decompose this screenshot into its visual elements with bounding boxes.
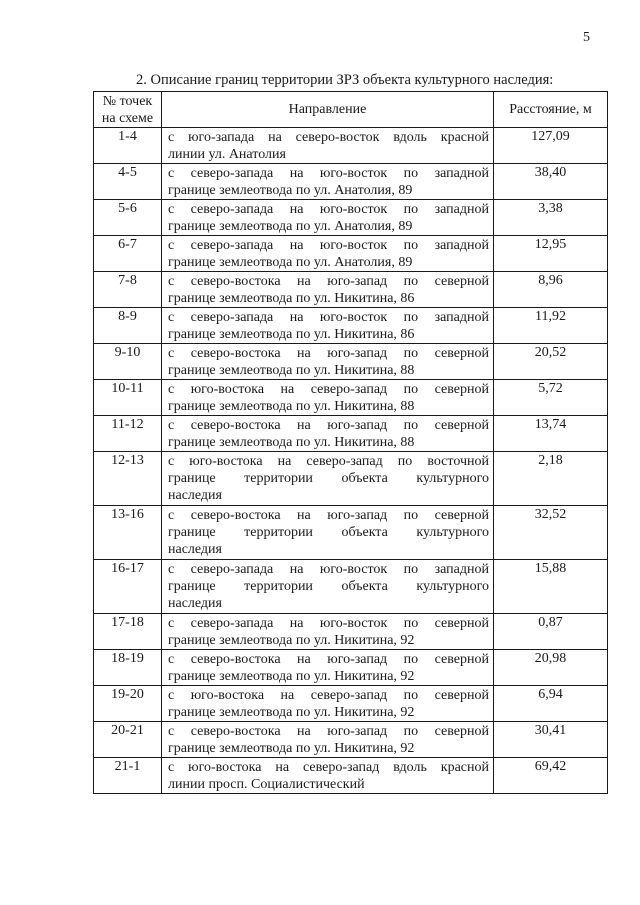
direction-line: границе землеотвода по ул. Никитина, 92 [168, 633, 415, 648]
cell-points: 9-10 [94, 344, 162, 380]
direction-line: наследия [168, 488, 222, 503]
cell-points: 13-16 [94, 506, 162, 560]
direction-line: линии просп. Социалистический [168, 777, 365, 792]
table-row [94, 200, 608, 236]
cell-points: 19-20 [94, 686, 162, 722]
cell-points: 7-8 [94, 272, 162, 308]
direction-line: с северо-востока на юго-запад по северной [168, 724, 489, 739]
direction-line: границе территории объекта культурного [168, 579, 489, 594]
table-row [94, 236, 608, 272]
cell-direction [162, 380, 494, 416]
direction-line: границе территории объекта культурного [168, 471, 489, 486]
direction-line: границе землеотвода по ул. Анатолия, 89 [168, 255, 413, 270]
cell-distance: 20,98 [494, 650, 608, 686]
direction-line: с северо-востока на юго-запад по северной [168, 418, 489, 433]
cell-direction [162, 272, 494, 308]
cell-direction [162, 506, 494, 560]
header-direction: Направление [162, 92, 494, 128]
table-row [94, 506, 608, 560]
cell-points: 18-19 [94, 650, 162, 686]
table-row [94, 722, 608, 758]
cell-distance: 11,92 [494, 308, 608, 344]
cell-direction [162, 308, 494, 344]
cell-distance: 6,94 [494, 686, 608, 722]
direction-line: с юго-запада на северо-восток вдоль красной [168, 130, 489, 145]
table-row [94, 272, 608, 308]
table-row [94, 416, 608, 452]
direction-line: границе территории объекта культурного [168, 525, 489, 540]
table-row [94, 650, 608, 686]
table-row [94, 452, 608, 506]
table-row [94, 344, 608, 380]
direction-line: с северо-востока на юго-запад по северной [168, 274, 489, 289]
table-row [94, 308, 608, 344]
table-row [94, 164, 608, 200]
cell-points: 12-13 [94, 452, 162, 506]
table-header-row [94, 92, 608, 128]
table-row [94, 128, 608, 164]
header-points-line1: № точек [102, 93, 153, 109]
direction-line: границе землеотвода по ул. Анатолия, 89 [168, 219, 413, 234]
section-caption: 2. Описание границ территории ЗРЗ объекта культурного наследия: [136, 72, 554, 88]
cell-distance: 13,74 [494, 416, 608, 452]
table-row [94, 380, 608, 416]
cell-direction [162, 650, 494, 686]
direction-line: с северо-запада на юго-восток по западной [168, 166, 489, 181]
cell-points: 1-4 [94, 128, 162, 164]
direction-line: с северо-востока на юго-запад по северной [168, 346, 489, 361]
cell-points: 10-11 [94, 380, 162, 416]
boundary-table [93, 91, 608, 794]
cell-points: 16-17 [94, 560, 162, 614]
direction-line: границе землеотвода по ул. Анатолия, 89 [168, 183, 413, 198]
direction-line: линии ул. Анатолия [168, 147, 286, 162]
header-points [94, 92, 162, 128]
cell-distance: 38,40 [494, 164, 608, 200]
direction-line: с юго-востока на северо-запад по северной [168, 382, 489, 397]
cell-direction [162, 452, 494, 506]
cell-points: 4-5 [94, 164, 162, 200]
direction-line: с северо-запада на юго-восток по западной [168, 562, 489, 577]
direction-line: с юго-востока на северо-запад вдоль красной [168, 760, 489, 775]
cell-direction [162, 164, 494, 200]
cell-direction [162, 128, 494, 164]
page-number: 5 [583, 30, 590, 45]
cell-direction [162, 560, 494, 614]
cell-distance: 0,87 [494, 614, 608, 650]
table-row [94, 686, 608, 722]
cell-points: 11-12 [94, 416, 162, 452]
direction-line: с северо-востока на юго-запад по северной [168, 508, 489, 523]
header-distance: Расстояние, м [494, 92, 608, 128]
direction-line: границе землеотвода по ул. Никитина, 86 [168, 291, 415, 306]
cell-distance: 12,95 [494, 236, 608, 272]
cell-direction [162, 416, 494, 452]
cell-distance: 15,88 [494, 560, 608, 614]
cell-distance: 30,41 [494, 722, 608, 758]
cell-direction [162, 758, 494, 794]
cell-direction [162, 200, 494, 236]
direction-line: с северо-востока на юго-запад по северной [168, 652, 489, 667]
cell-distance: 20,52 [494, 344, 608, 380]
direction-line: наследия [168, 596, 222, 611]
direction-line: с северо-запада на юго-восток по северной [168, 616, 489, 631]
cell-points: 21-1 [94, 758, 162, 794]
table-row [94, 758, 608, 794]
cell-direction [162, 344, 494, 380]
cell-points: 8-9 [94, 308, 162, 344]
cell-direction [162, 236, 494, 272]
direction-line: границе землеотвода по ул. Никитина, 88 [168, 363, 415, 378]
cell-distance: 127,09 [494, 128, 608, 164]
direction-line: границе землеотвода по ул. Никитина, 92 [168, 741, 415, 756]
cell-distance: 2,18 [494, 452, 608, 506]
direction-line: границе землеотвода по ул. Никитина, 88 [168, 435, 415, 450]
cell-distance: 5,72 [494, 380, 608, 416]
cell-direction [162, 614, 494, 650]
direction-line: с северо-запада на юго-восток по западной [168, 238, 489, 253]
cell-distance: 3,38 [494, 200, 608, 236]
direction-line: с северо-запада на юго-восток по западной [168, 310, 489, 325]
direction-line: с юго-востока на северо-запад по восточной [168, 454, 489, 469]
direction-line: границе землеотвода по ул. Никитина, 86 [168, 327, 415, 342]
cell-direction [162, 686, 494, 722]
cell-points: 17-18 [94, 614, 162, 650]
table-row [94, 614, 608, 650]
direction-line: границе землеотвода по ул. Никитина, 92 [168, 669, 415, 684]
cell-distance: 69,42 [494, 758, 608, 794]
direction-line: границе землеотвода по ул. Никитина, 92 [168, 705, 415, 720]
direction-line: наследия [168, 542, 222, 557]
direction-line: границе землеотвода по ул. Никитина, 88 [168, 399, 415, 414]
cell-distance: 8,96 [494, 272, 608, 308]
cell-direction [162, 722, 494, 758]
table-row [94, 560, 608, 614]
cell-points: 20-21 [94, 722, 162, 758]
cell-points: 6-7 [94, 236, 162, 272]
cell-points: 5-6 [94, 200, 162, 236]
direction-line: с юго-востока на северо-запад по северной [168, 688, 489, 703]
cell-distance: 32,52 [494, 506, 608, 560]
direction-line: с северо-запада на юго-восток по западной [168, 202, 489, 217]
header-points-line2: на схеме [101, 110, 154, 126]
table-body [94, 128, 608, 794]
